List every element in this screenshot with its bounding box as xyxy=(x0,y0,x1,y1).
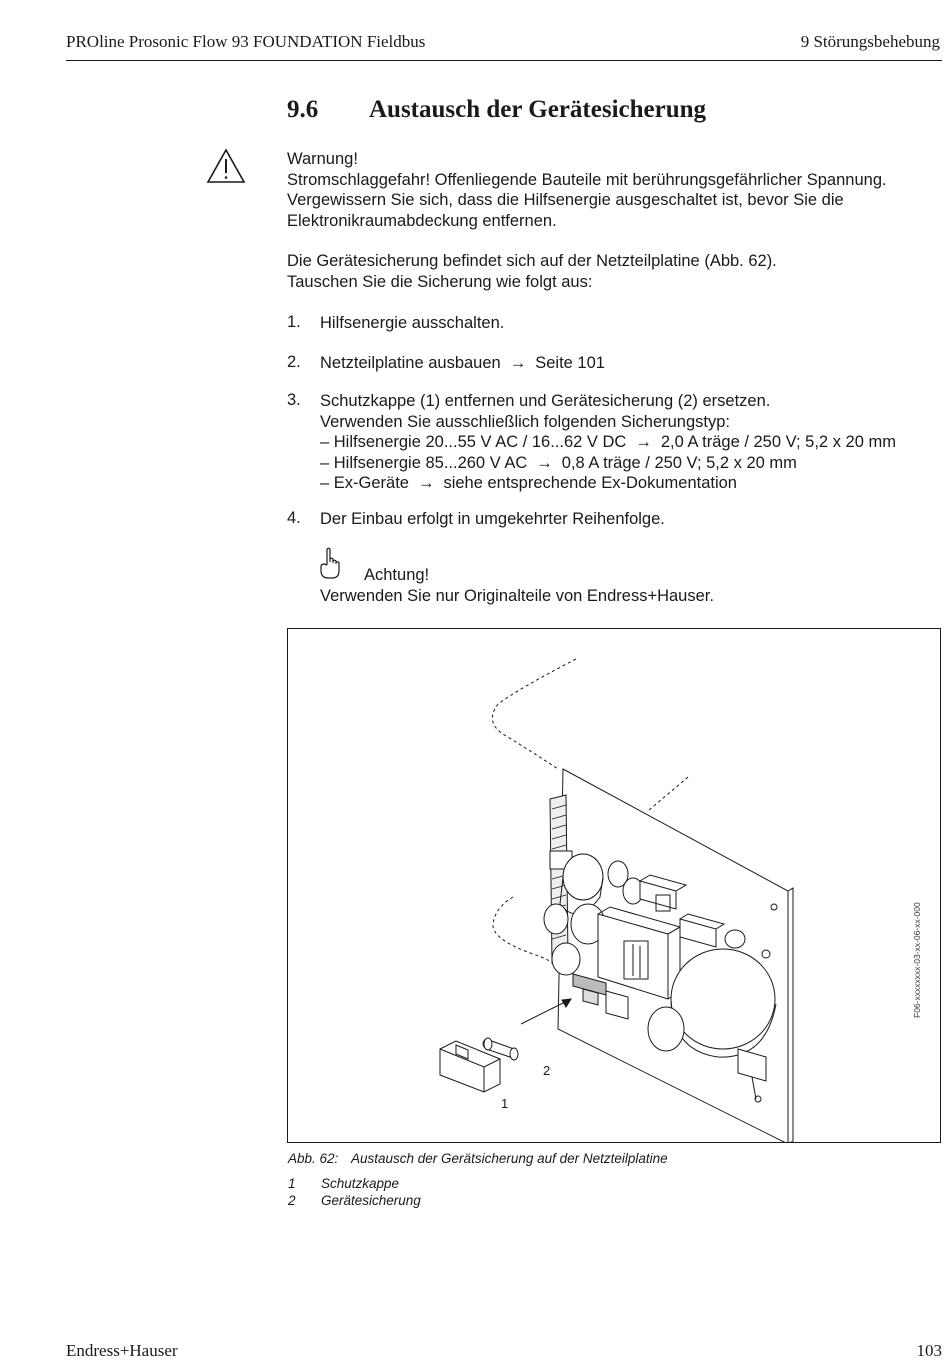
intro-paragraph xyxy=(287,251,777,292)
warning-block xyxy=(287,149,887,231)
fuse-rating: 2,0 A träge / 250 V; 5,2 x 20 mm xyxy=(660,433,896,451)
figure-frame xyxy=(287,628,941,1143)
warning-line: Elektronikraumabdeckung entfernen. xyxy=(287,211,557,230)
warning-triangle-icon xyxy=(206,148,246,184)
fuse-type-line xyxy=(320,432,896,453)
note-title: Achtung! xyxy=(364,566,430,584)
page-number: 103 xyxy=(916,1341,942,1360)
header-rule xyxy=(66,60,942,61)
warning-line: Vergewissern Sie sich, dass die Hilfsenergie ausgeschaltet ist, bevor Sie die xyxy=(287,191,844,209)
note-text: Verwenden Sie nur Originalteile von Endress+Hauser. xyxy=(320,586,714,605)
note-block xyxy=(320,565,714,606)
fuse-type-line xyxy=(320,453,896,474)
arrow-right-icon: → xyxy=(417,474,435,492)
running-header-chapter: 9 Störungsbehebung xyxy=(800,32,940,51)
fuse-rating: 0,8 A träge / 250 V; 5,2 x 20 mm xyxy=(561,453,797,472)
step-text: Der Einbau erfolgt in umgekehrter Reihenfolge. xyxy=(320,510,665,528)
arrow-right-icon: → xyxy=(635,433,652,451)
fuse-type-line xyxy=(320,473,896,494)
section-number: 9.6 xyxy=(287,96,319,123)
legend-text: Gerätesicherung xyxy=(321,1193,421,1208)
fuse-supply: – Hilfsenergie 85...260 V AC xyxy=(320,453,528,472)
legend-text: Schutzkappe xyxy=(321,1176,400,1191)
step-text: Hilfsenergie ausschalten. xyxy=(320,314,505,332)
running-header-title: PROline Prosonic Flow 93 FOUNDATION Fieldbus xyxy=(66,32,426,51)
figure-code: F06-xxxxxxxx-03-xx-06-xx-000 xyxy=(912,902,922,1018)
legend-number: 2 xyxy=(288,1193,296,1208)
callout-label: 2 xyxy=(543,1063,551,1078)
step-text-main: Netzteilplatine ausbauen xyxy=(320,354,501,372)
arrow-right-icon: → xyxy=(536,453,553,472)
step-line: Schutzkappe (1) entfernen und Gerätesicherung (2) ersetzen. xyxy=(320,392,771,410)
intro-line: Tauschen Sie die Sicherung wie folgt aus: xyxy=(287,272,593,291)
fuse-supply: – Ex-Geräte xyxy=(320,474,409,492)
footer-brand: Endress+Hauser xyxy=(66,1341,178,1360)
callout-label: 1 xyxy=(501,1096,509,1111)
figure-caption-label: Abb. 62: xyxy=(288,1151,339,1166)
step-text xyxy=(320,391,896,494)
legend-number: 1 xyxy=(288,1176,296,1191)
section-title: Austausch der Gerätesicherung xyxy=(369,96,707,123)
power-board-illustration xyxy=(288,629,940,1142)
step-number: 1. xyxy=(287,313,301,331)
fuse-supply: – Hilfsenergie 20...55 V AC / 16...62 V DC xyxy=(320,433,627,451)
arrow-right-icon: → xyxy=(509,354,527,372)
intro-line: Die Gerätesicherung befindet sich auf der Netzteilplatine (Abb. 62). xyxy=(287,252,777,270)
fuse-rating: siehe entsprechende Ex-Dokumentation xyxy=(443,474,737,492)
page-reference-link[interactable]: Seite 101 xyxy=(535,354,605,372)
warning-title: Warnung! xyxy=(287,150,358,168)
warning-line: Stromschlaggefahr! Offenliegende Bauteile mit berührungsgefährlicher Spannung. xyxy=(287,170,887,189)
figure-caption: Austausch der Gerätsicherung auf der Netzteilplatine xyxy=(351,1151,668,1166)
step-number: 4. xyxy=(287,509,301,527)
step-number: 3. xyxy=(287,391,301,409)
step-line: Verwenden Sie ausschließlich folgenden Sicherungstyp: xyxy=(320,412,731,431)
step-number: 2. xyxy=(287,353,301,371)
step-text xyxy=(320,353,605,374)
